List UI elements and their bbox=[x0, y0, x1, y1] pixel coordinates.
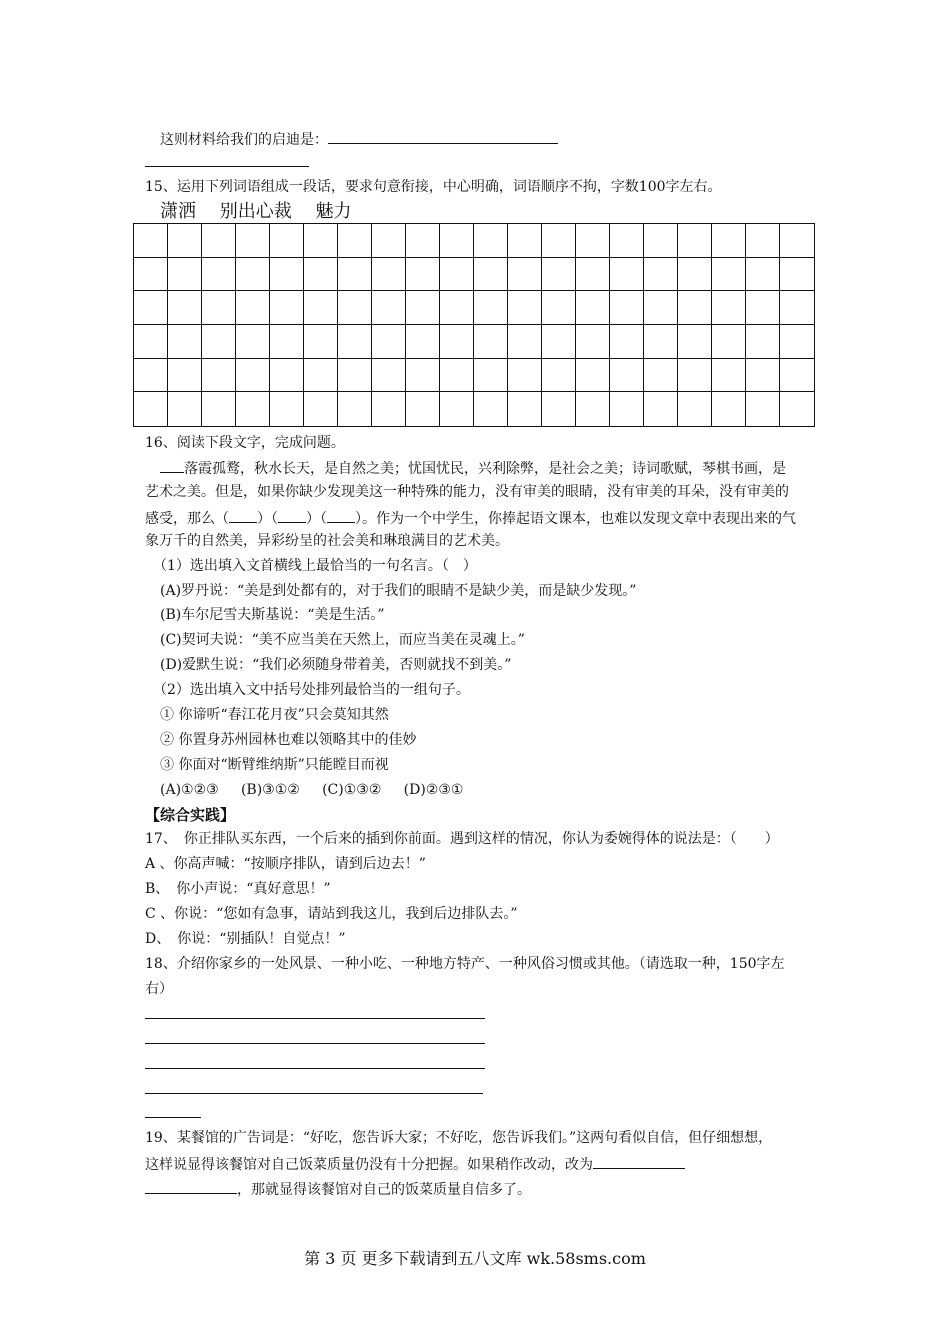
q18-answer-line[interactable] bbox=[145, 1043, 485, 1044]
grid-cell[interactable] bbox=[474, 291, 508, 325]
q19-line-1: 19、某餐馆的广告词是：“好吃，您告诉大家；不好吃，您告诉我们。”这两句看似自信，但仔细想想， bbox=[145, 1130, 773, 1146]
grid-cell[interactable] bbox=[712, 291, 746, 325]
grid-cell[interactable] bbox=[304, 359, 338, 393]
grid-cell[interactable] bbox=[440, 224, 474, 258]
q17-option-c[interactable]: C 、你说：“您如有急事，请站到我这儿，我到后边排队去。” bbox=[145, 906, 518, 922]
grid-cell[interactable] bbox=[202, 325, 236, 359]
grid-cell[interactable] bbox=[236, 392, 270, 426]
q16-passage-text: 感受，那么（ bbox=[145, 511, 229, 527]
grid-cell[interactable] bbox=[372, 392, 406, 426]
grid-cell[interactable] bbox=[270, 325, 304, 359]
q16-passage-line-3 bbox=[145, 508, 796, 528]
grid-cell[interactable] bbox=[440, 258, 474, 292]
grid-cell[interactable] bbox=[712, 258, 746, 292]
grid-cell[interactable] bbox=[542, 392, 576, 426]
grid-cell[interactable] bbox=[406, 291, 440, 325]
q18-prompt-line-2: 右） bbox=[145, 981, 173, 997]
grid-cell[interactable] bbox=[270, 359, 304, 393]
grid-cell[interactable] bbox=[678, 392, 712, 426]
grid-cell[interactable] bbox=[270, 258, 304, 292]
grid-cell[interactable] bbox=[610, 325, 644, 359]
grid-cell[interactable] bbox=[406, 392, 440, 426]
grid-cell[interactable] bbox=[372, 224, 406, 258]
grid-cell[interactable] bbox=[644, 325, 678, 359]
grid-cell[interactable] bbox=[338, 392, 372, 426]
q17-option-d[interactable]: D、 你说：“别插队！自觉点！” bbox=[145, 931, 346, 947]
q16-sub1-option-b[interactable]: (B)车尔尼雪夫斯基说：“美是生活。” bbox=[160, 607, 385, 623]
q19-line-2-text: 这样说显得该餐馆对自己饭菜质量仍没有十分把握。如果稍作改动，改为 bbox=[145, 1157, 593, 1173]
grid-cell[interactable] bbox=[406, 258, 440, 292]
grid-cell[interactable] bbox=[202, 392, 236, 426]
q16-sub2-sentence-2: ② 你置身苏州园林也难以领略其中的佳妙 bbox=[160, 732, 417, 748]
grid-cell[interactable] bbox=[406, 224, 440, 258]
grid-cell[interactable] bbox=[780, 325, 814, 359]
q16-sub2-sentence-1: ① 你谛听“春江花月夜”只会莫知其然 bbox=[160, 707, 389, 723]
grid-cell[interactable] bbox=[168, 325, 202, 359]
grid-cell[interactable] bbox=[542, 224, 576, 258]
grid-cell[interactable] bbox=[474, 325, 508, 359]
grid-cell[interactable] bbox=[202, 359, 236, 393]
q19-line-3 bbox=[145, 1179, 531, 1199]
grid-cell[interactable] bbox=[746, 359, 780, 393]
grid-cell[interactable] bbox=[236, 359, 270, 393]
grid-cell[interactable] bbox=[508, 258, 542, 292]
q16-paren-blank-1[interactable] bbox=[229, 508, 257, 523]
q16-sub1-option-d[interactable]: (D)爱默生说：“我们必须随身带着美，否则就找不到美。” bbox=[160, 657, 512, 673]
grid-cell[interactable] bbox=[134, 325, 168, 359]
grid-cell[interactable] bbox=[338, 359, 372, 393]
grid-cell[interactable] bbox=[270, 392, 304, 426]
q16-passage-text: ）（ bbox=[306, 511, 327, 527]
grid-cell[interactable] bbox=[168, 258, 202, 292]
grid-cell[interactable] bbox=[168, 392, 202, 426]
grid-cell[interactable] bbox=[236, 325, 270, 359]
grid-cell[interactable] bbox=[610, 224, 644, 258]
q19-answer-blank-2[interactable] bbox=[145, 1179, 237, 1194]
grid-cell[interactable] bbox=[202, 291, 236, 325]
page-footer: 第 3 页 更多下载请到五八文库 wk.58sms.com bbox=[304, 1249, 646, 1268]
grid-cell[interactable] bbox=[304, 258, 338, 292]
grid-cell[interactable] bbox=[746, 291, 780, 325]
grid-cell[interactable] bbox=[610, 392, 644, 426]
grid-cell[interactable] bbox=[168, 359, 202, 393]
grid-cell[interactable] bbox=[576, 359, 610, 393]
q16-paren-blank-3[interactable] bbox=[327, 508, 355, 523]
q18-answer-line[interactable] bbox=[145, 1117, 201, 1118]
q16-sub2-sentence-3: ③ 你面对“断臂维纳斯”只能瞠目而视 bbox=[160, 757, 389, 773]
grid-cell[interactable] bbox=[372, 325, 406, 359]
grid-cell[interactable] bbox=[134, 392, 168, 426]
q18-answer-line[interactable] bbox=[145, 1018, 485, 1019]
grid-cell[interactable] bbox=[440, 291, 474, 325]
grid-cell[interactable] bbox=[474, 258, 508, 292]
grid-cell[interactable] bbox=[134, 258, 168, 292]
grid-cell[interactable] bbox=[644, 224, 678, 258]
q16-sub2-option-b[interactable]: (B)③①② bbox=[240, 782, 300, 798]
grid-cell[interactable] bbox=[542, 258, 576, 292]
q16-passage-text: 落霞孤鹜，秋水长天，是自然之美；忧国忧民，兴利除弊，是社会之美；诗词歌赋，琴棋书画，是 bbox=[184, 461, 786, 477]
q16-sub1-option-a[interactable]: (A)罗丹说：“美是到处都有的，对于我们的眼睛不是缺少美，而是缺少发现。” bbox=[160, 583, 637, 599]
q16-sub2-prompt: （2）选出填入文中括号处排列最恰当的一组句子。 bbox=[153, 682, 470, 698]
q16-paren-blank-2[interactable] bbox=[278, 508, 306, 523]
grid-cell[interactable] bbox=[440, 325, 474, 359]
q16-leading-blank[interactable] bbox=[160, 458, 184, 473]
grid-cell[interactable] bbox=[576, 392, 610, 426]
grid-cell[interactable] bbox=[508, 392, 542, 426]
q16-sub2-option-d[interactable]: (D)②③① bbox=[403, 782, 464, 798]
grid-cell[interactable] bbox=[576, 325, 610, 359]
grid-cell[interactable] bbox=[712, 224, 746, 258]
grid-cell[interactable] bbox=[440, 359, 474, 393]
grid-cell[interactable] bbox=[474, 224, 508, 258]
grid-cell[interactable] bbox=[678, 359, 712, 393]
q14-answer-blank[interactable] bbox=[328, 129, 558, 144]
q19-line-3-text: ，那就显得该餐馆对自己的饭菜质量自信多了。 bbox=[237, 1182, 531, 1198]
q15-word: 别出心裁 bbox=[219, 201, 292, 222]
q16-passage-line-1 bbox=[160, 458, 786, 478]
grid-cell[interactable] bbox=[746, 325, 780, 359]
grid-cell[interactable] bbox=[304, 392, 338, 426]
grid-cell[interactable] bbox=[372, 258, 406, 292]
grid-cell[interactable] bbox=[440, 392, 474, 426]
grid-cell[interactable] bbox=[712, 392, 746, 426]
grid-cell[interactable] bbox=[610, 291, 644, 325]
grid-cell[interactable] bbox=[508, 291, 542, 325]
grid-cell[interactable] bbox=[304, 224, 338, 258]
q16-sub1-option-c[interactable]: (C)契诃夫说：“美不应当美在天然上，而应当美在灵魂上。” bbox=[160, 632, 525, 648]
grid-cell[interactable] bbox=[474, 359, 508, 393]
q17-option-b[interactable]: B、 你小声说：“真好意思！” bbox=[145, 881, 331, 897]
grid-cell[interactable] bbox=[746, 392, 780, 426]
q14-answer-prompt: 这则材料给我们的启迪是： bbox=[160, 132, 328, 148]
grid-cell[interactable] bbox=[576, 224, 610, 258]
q16-sub2-option-a[interactable]: (A)①②③ bbox=[160, 782, 219, 798]
q17-option-a[interactable]: A 、你高声喊：“按顺序排队，请到后边去！” bbox=[145, 856, 426, 872]
grid-cell[interactable] bbox=[168, 291, 202, 325]
grid-cell[interactable] bbox=[610, 258, 644, 292]
q14-answer-blank-2[interactable] bbox=[145, 166, 309, 167]
q14-answer-line bbox=[160, 129, 558, 149]
grid-cell[interactable] bbox=[508, 224, 542, 258]
q15-word: 潇洒 bbox=[160, 201, 196, 222]
grid-cell[interactable] bbox=[338, 224, 372, 258]
q16-sub2-options bbox=[160, 781, 463, 799]
grid-cell[interactable] bbox=[236, 291, 270, 325]
q18-prompt-line-1: 18、介绍你家乡的一处风景、一种小吃、一种地方特产、一种风俗习惯或其他。（请选取一种，150字左 bbox=[145, 956, 785, 972]
grid-cell[interactable] bbox=[236, 224, 270, 258]
q15-word-list bbox=[160, 201, 369, 223]
q16-sub2-option-c[interactable]: (C)①③② bbox=[322, 782, 382, 798]
grid-cell[interactable] bbox=[780, 359, 814, 393]
q15-prompt: 15、运用下列词语组成一段话，要求句意衔接，中心明确，词语顺序不拘，字数100字左右。 bbox=[145, 179, 722, 195]
grid-cell[interactable] bbox=[542, 359, 576, 393]
grid-cell[interactable] bbox=[304, 291, 338, 325]
grid-cell[interactable] bbox=[780, 392, 814, 426]
grid-cell[interactable] bbox=[338, 258, 372, 292]
q16-prompt: 16、阅读下段文字，完成问题。 bbox=[145, 435, 345, 451]
q16-passage-line-4: 象万千的自然美，异彩纷呈的社会美和琳琅满目的艺术美。 bbox=[145, 533, 509, 549]
grid-cell[interactable] bbox=[168, 224, 202, 258]
grid-cell[interactable] bbox=[644, 258, 678, 292]
grid-cell[interactable] bbox=[644, 291, 678, 325]
grid-cell[interactable] bbox=[236, 258, 270, 292]
grid-cell[interactable] bbox=[406, 325, 440, 359]
q19-answer-blank[interactable] bbox=[593, 1154, 685, 1169]
grid-cell[interactable] bbox=[134, 291, 168, 325]
grid-cell[interactable] bbox=[576, 291, 610, 325]
grid-cell[interactable] bbox=[508, 325, 542, 359]
grid-cell[interactable] bbox=[134, 224, 168, 258]
q16-passage-line-2: 艺术之美。但是，如果你缺少发现美这一种特殊的能力，没有审美的眼睛，没有审美的耳朵，没有审美的 bbox=[145, 484, 789, 500]
grid-cell[interactable] bbox=[202, 258, 236, 292]
grid-cell[interactable] bbox=[712, 325, 746, 359]
grid-cell[interactable] bbox=[678, 291, 712, 325]
q18-answer-line[interactable] bbox=[145, 1068, 485, 1069]
grid-cell[interactable] bbox=[372, 359, 406, 393]
grid-cell[interactable] bbox=[610, 359, 644, 393]
grid-cell[interactable] bbox=[202, 224, 236, 258]
grid-cell[interactable] bbox=[372, 291, 406, 325]
grid-cell[interactable] bbox=[338, 291, 372, 325]
grid-cell[interactable] bbox=[270, 291, 304, 325]
grid-cell[interactable] bbox=[474, 392, 508, 426]
grid-cell[interactable] bbox=[270, 224, 304, 258]
q15-word: 魅力 bbox=[315, 201, 352, 222]
q16-passage-text: ）。作为一个中学生，你捧起语文课本，也难以发现文章中表现出来的气 bbox=[355, 511, 796, 527]
grid-cell[interactable] bbox=[746, 224, 780, 258]
q16-passage-text: ）（ bbox=[257, 511, 278, 527]
grid-cell[interactable] bbox=[542, 325, 576, 359]
q18-answer-line[interactable] bbox=[145, 1093, 483, 1094]
q16-sub1-prompt: （1）选出填入文首横线上最恰当的一句名言。（ ） bbox=[153, 558, 477, 574]
grid-cell[interactable] bbox=[406, 359, 440, 393]
grid-cell[interactable] bbox=[304, 325, 338, 359]
grid-cell[interactable] bbox=[746, 258, 780, 292]
grid-cell[interactable] bbox=[678, 224, 712, 258]
grid-cell[interactable] bbox=[576, 258, 610, 292]
grid-cell[interactable] bbox=[712, 359, 746, 393]
grid-cell[interactable] bbox=[338, 325, 372, 359]
grid-cell[interactable] bbox=[780, 291, 814, 325]
grid-cell[interactable] bbox=[542, 291, 576, 325]
grid-cell[interactable] bbox=[508, 359, 542, 393]
grid-cell[interactable] bbox=[780, 224, 814, 258]
q19-line-2 bbox=[145, 1154, 685, 1174]
q17-prompt: 17、 你正排队买东西，一个后来的插到你前面。遇到这样的情况，你认为委婉得体的说法是：（ ） bbox=[145, 831, 779, 847]
grid-cell[interactable] bbox=[678, 258, 712, 292]
grid-cell[interactable] bbox=[644, 359, 678, 393]
grid-cell[interactable] bbox=[780, 258, 814, 292]
grid-cell[interactable] bbox=[678, 325, 712, 359]
grid-cell[interactable] bbox=[644, 392, 678, 426]
section-title: 【综合实践】 bbox=[145, 806, 236, 824]
grid-cell[interactable] bbox=[134, 359, 168, 393]
q15-writing-grid[interactable] bbox=[133, 223, 815, 427]
